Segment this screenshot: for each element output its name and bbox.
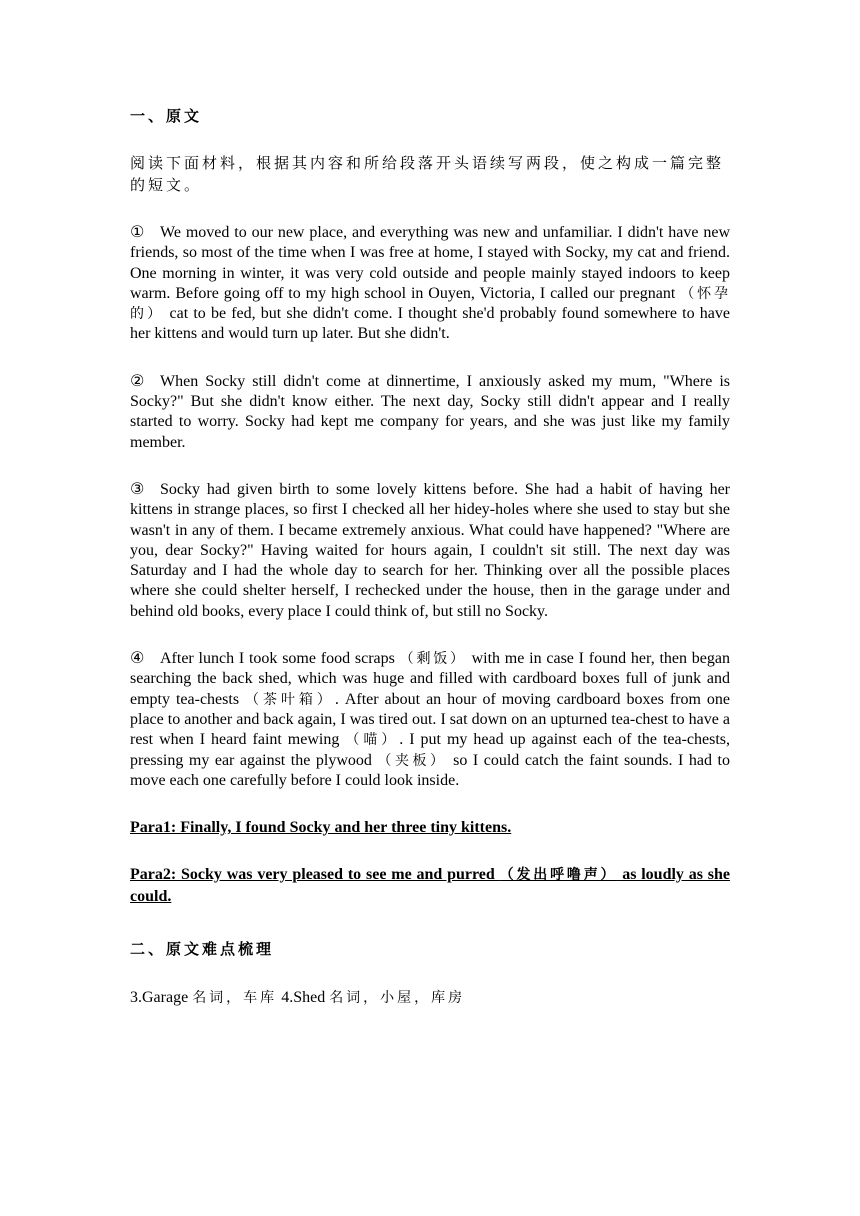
paragraph-text: . I put my head up against each of the tea-chests, pressing my ear against the plywood	[130, 731, 731, 769]
paragraph-4	[130, 648, 730, 791]
paragraph-text: When Socky still didn't come at dinnertime, I anxiously asked my mum, "Where is Socky?" But she didn't know either. The next day, Socky still didn't appear and I really started to worry. Socky had kept me company for years, and she was just like my family member.	[130, 372, 730, 451]
paragraph-number: ①	[130, 222, 145, 241]
paragraph-2	[130, 371, 730, 453]
paragraph-text: with me in case I found her, then began searching the back shed, which was huge and filled with cardboard boxes full of junk and empty tea-chests	[130, 650, 731, 708]
instruction-text: 阅读下面材料，根据其内容和所给段落开头语续写两段，使之构成一篇完整的短文。	[130, 154, 725, 194]
para1-prompt: Para1: Finally, I found Socky and her three tiny kittens.	[130, 819, 512, 837]
gloss: （茶叶箱）	[245, 691, 335, 708]
paragraph-text: so I could catch the faint sounds. I had to move each one carefully before I could look inside.	[130, 751, 730, 789]
paragraph-1	[130, 222, 730, 345]
paragraph-text: . After about an hour of moving cardboard boxes from one place to another and back again, I was tired out. I sat down on an upturned tea-chest to have a rest when I heard faint mewing	[130, 690, 730, 749]
paragraph-number: ③	[130, 478, 145, 498]
gloss: （发出呼噜声）	[499, 867, 618, 884]
vocab-meaning: 名词，小屋，库房	[329, 990, 466, 1007]
vocab-meaning: 名词，车库	[192, 990, 278, 1007]
gloss: （怀孕的）	[130, 285, 731, 323]
paragraph-number: ④	[130, 648, 145, 668]
gloss: （喵）	[345, 732, 400, 749]
document-page	[130, 104, 730, 1009]
gloss: （剩饭）	[399, 651, 467, 668]
section2-heading: 二、原文难点梳理	[130, 940, 275, 959]
section1-heading: 一、原文	[130, 107, 203, 125]
vocab-word: 4.Shed	[281, 989, 326, 1007]
prompt-text: as loudly as she could.	[130, 866, 731, 906]
paragraph-3	[130, 479, 730, 622]
gloss: （夹板）	[377, 752, 448, 769]
paragraph-number: ②	[130, 370, 145, 390]
paragraph-text: cat to be fed, but she didn't come. I thought she'd probably found somewhere to have her kittens and would turn up later. But she didn't.	[130, 305, 730, 343]
para2-prompt	[130, 864, 730, 907]
prompt-text: Para2: Socky was very pleased to see me and purred	[130, 866, 500, 884]
vocab-word: 3.Garage	[130, 989, 189, 1007]
vocab-line	[130, 987, 730, 1009]
paragraph-text: We moved to our new place, and everything was new and unfamiliar. I didn't have new friends, so most of the time when I was free at home, I stayed with Socky, my cat and friend. One morning in winter, it was very cold outside and people mainly stayed indoors to keep warm. Before going off to my high school in Ouyen, Victoria, I called our pregnant	[130, 224, 730, 302]
paragraph-text: Socky had given birth to some lovely kittens before. She had a habit of having her kittens in strange places, so first I checked all her hidey-holes where she used to stay but she wasn't in any of them. I became extremely anxious. What could have happened? "Where are you, dear Socky?" Having waited for hours again, I couldn't sit still. The next day was Saturday and I had the whole day to search for her. Thinking over all the possible places where she could shelter herself, I rechecked under the house, then in the garage under and behind old books, every place I could think of, but still no Socky.	[130, 480, 730, 620]
paragraph-text: After lunch I took some food scraps	[160, 650, 400, 668]
